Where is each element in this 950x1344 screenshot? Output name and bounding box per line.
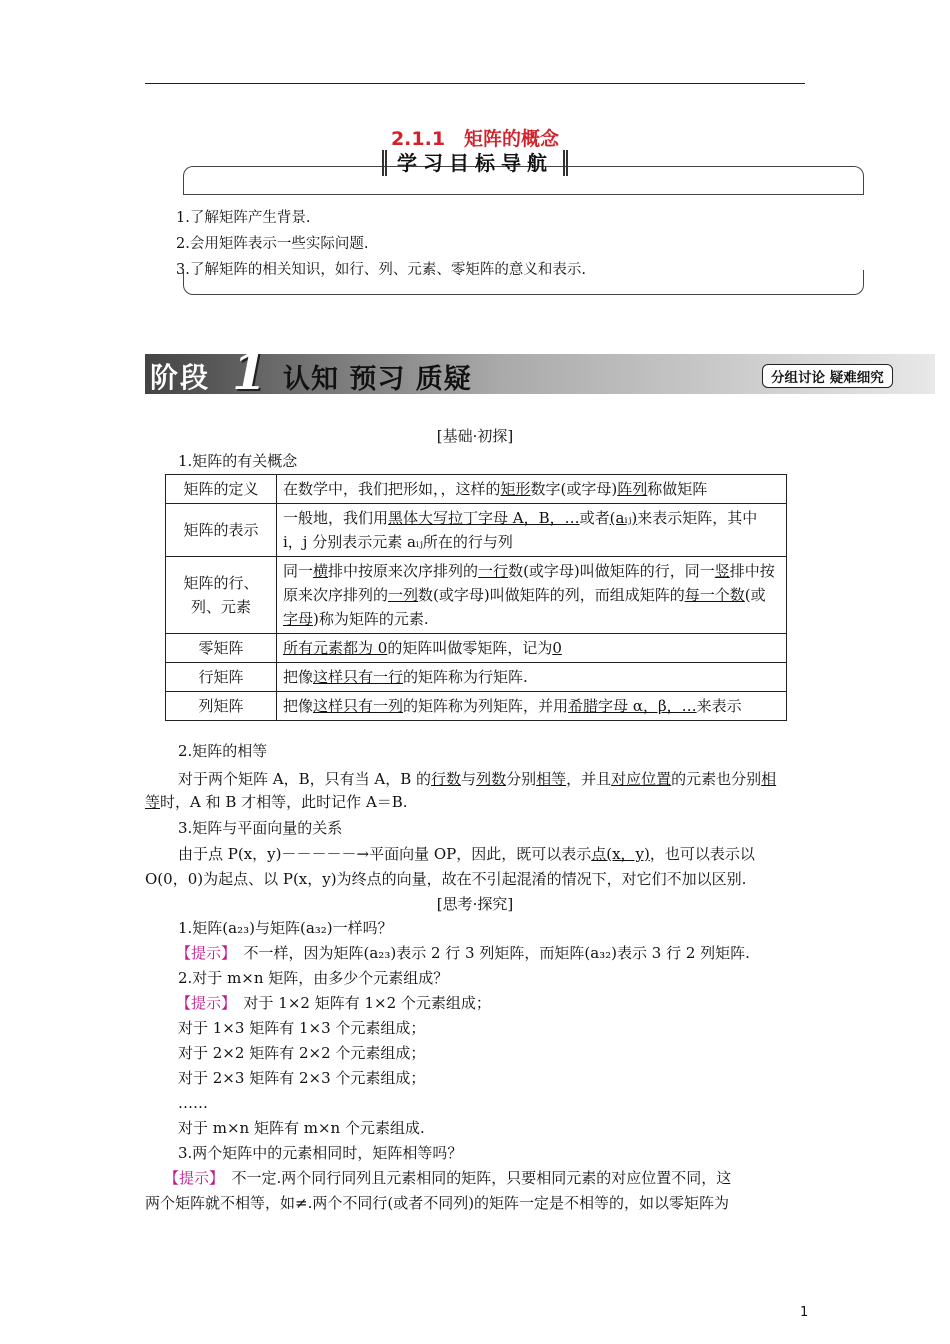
table-cell: 在数学中，我们把形如，，这样的矩形数字(或字母)阵列称做矩阵: [277, 475, 787, 504]
table-head: 矩阵的行、列、元素: [166, 557, 277, 634]
table-cell: 把像这样只有一行的矩阵称为行矩阵.: [277, 663, 787, 692]
answer-line: 对于 2×3 矩阵有 2×3 个元素组成；: [178, 1069, 426, 1087]
table-head: 列矩阵: [166, 692, 277, 721]
table-head: 零矩阵: [166, 634, 277, 663]
table-row: [166, 475, 787, 504]
concept-table: [165, 474, 787, 721]
hint-label: 【提示】: [176, 994, 229, 1012]
section-title: 2.1.1 矩阵的概念: [390, 128, 560, 150]
section-heading: 3.矩阵与平面向量的关系: [178, 819, 343, 837]
table-row: [166, 692, 787, 721]
page-number: 1: [800, 1305, 809, 1320]
table-cell: 把像这样只有一列的矩阵称为列矩阵，并用希腊字母 α，β，…来表示: [277, 692, 787, 721]
table-cell: 同一横排中按原来次序排列的一行数(或字母)叫做矩阵的行，同一竖排中按原来次序排列的一列数(或字母)叫做矩阵的列，而组成矩阵的每一个数(或字母)称为矩阵的元素.: [277, 557, 787, 634]
hint-label: 【提示】: [164, 1169, 217, 1187]
stage-title: 认知 预习 质疑: [283, 364, 472, 395]
paragraph: 由于点 P(x，y)－－－－－→平面向量 OP，因此，既可以表示点(x，y)，也可以表示以: [178, 845, 755, 863]
think-header: [思考·探究]: [436, 895, 514, 913]
paragraph: 对于两个矩阵 A，B，只有当 A，B 的行数与列数分别相等，并且对应位置的元素也分别相: [178, 770, 777, 788]
answer-line: 对于 2×2 矩阵有 2×2 个元素组成；: [178, 1044, 426, 1062]
stage-label: 阶段: [150, 361, 211, 394]
goal-box-bottom: [183, 270, 864, 295]
hint-label: 【提示】: [176, 944, 229, 962]
table-row: [166, 634, 787, 663]
goal-banner: 学习目标导航: [0, 150, 950, 176]
header-rule: [145, 83, 805, 84]
goal-item: 3.了解矩阵的相关知识，如行、列、元素、零矩阵的意义和表示.: [176, 262, 586, 278]
answer: 【提示】 不一样，因为矩阵(a₂₃)表示 2 行 3 列矩阵，而矩阵(a₃₂)表示 3 行 2 列矩阵.: [176, 944, 750, 962]
table-cell: 所有元素都为 0的矩阵叫做零矩阵，记为0: [277, 634, 787, 663]
paragraph: O(0，0)为起点、以 P(x，y)为终点的向量，故在不引起混淆的情况下，对它们不加以区别.: [145, 870, 747, 888]
table-row: [166, 663, 787, 692]
goal-box-line: [183, 194, 864, 195]
goal-item: 1.了解矩阵产生背景.: [176, 210, 311, 226]
answer: 【提示】 不一定.两个同行同列且元素相同的矩阵，只要相同元素的对应位置不同，这: [164, 1169, 732, 1187]
section-heading: 1.矩阵的有关概念: [178, 452, 298, 470]
question: 1.矩阵(a₂₃)与矩阵(a₃₂)一样吗？: [178, 919, 393, 937]
answer-line: ……: [178, 1094, 208, 1112]
stage-tag: 分组讨论 疑难细究: [762, 364, 893, 388]
answer-line: 对于 m×n 矩阵有 m×n 个元素组成.: [178, 1119, 425, 1137]
table-row: [166, 557, 787, 634]
question: 3.两个矩阵中的元素相同时，矩阵相等吗？: [178, 1144, 463, 1162]
question: 2.对于 m×n 矩阵，由多少个元素组成？: [178, 969, 449, 987]
table-head: 行矩阵: [166, 663, 277, 692]
answer: 【提示】 对于 1×2 矩阵有 1×2 个元素组成；: [176, 994, 491, 1012]
section-heading: 2.矩阵的相等: [178, 742, 268, 760]
table-head: 矩阵的定义: [166, 475, 277, 504]
answer-line: 对于 1×3 矩阵有 1×3 个元素组成；: [178, 1019, 426, 1037]
table-head: 矩阵的表示: [166, 504, 277, 557]
stage-number: 1: [232, 342, 267, 401]
paragraph: 等时，A 和 B 才相等，此时记作 A＝B.: [145, 793, 408, 811]
goal-item: 2.会用矩阵表示一些实际问题.: [176, 236, 369, 252]
table-row: [166, 504, 787, 557]
table-cell: 一般地，我们用黑体大写拉丁字母 A，B，…或者(aᵢⱼ)来表示矩阵，其中 i，j 分别表示元素 aᵢⱼ所在的行与列: [277, 504, 787, 557]
basic-header: [基础·初探]: [436, 427, 514, 445]
answer-line: 两个矩阵就不相等，如≠.两个不同行(或者不同列)的矩阵一定是不相等的，如以零矩阵为: [145, 1194, 730, 1212]
